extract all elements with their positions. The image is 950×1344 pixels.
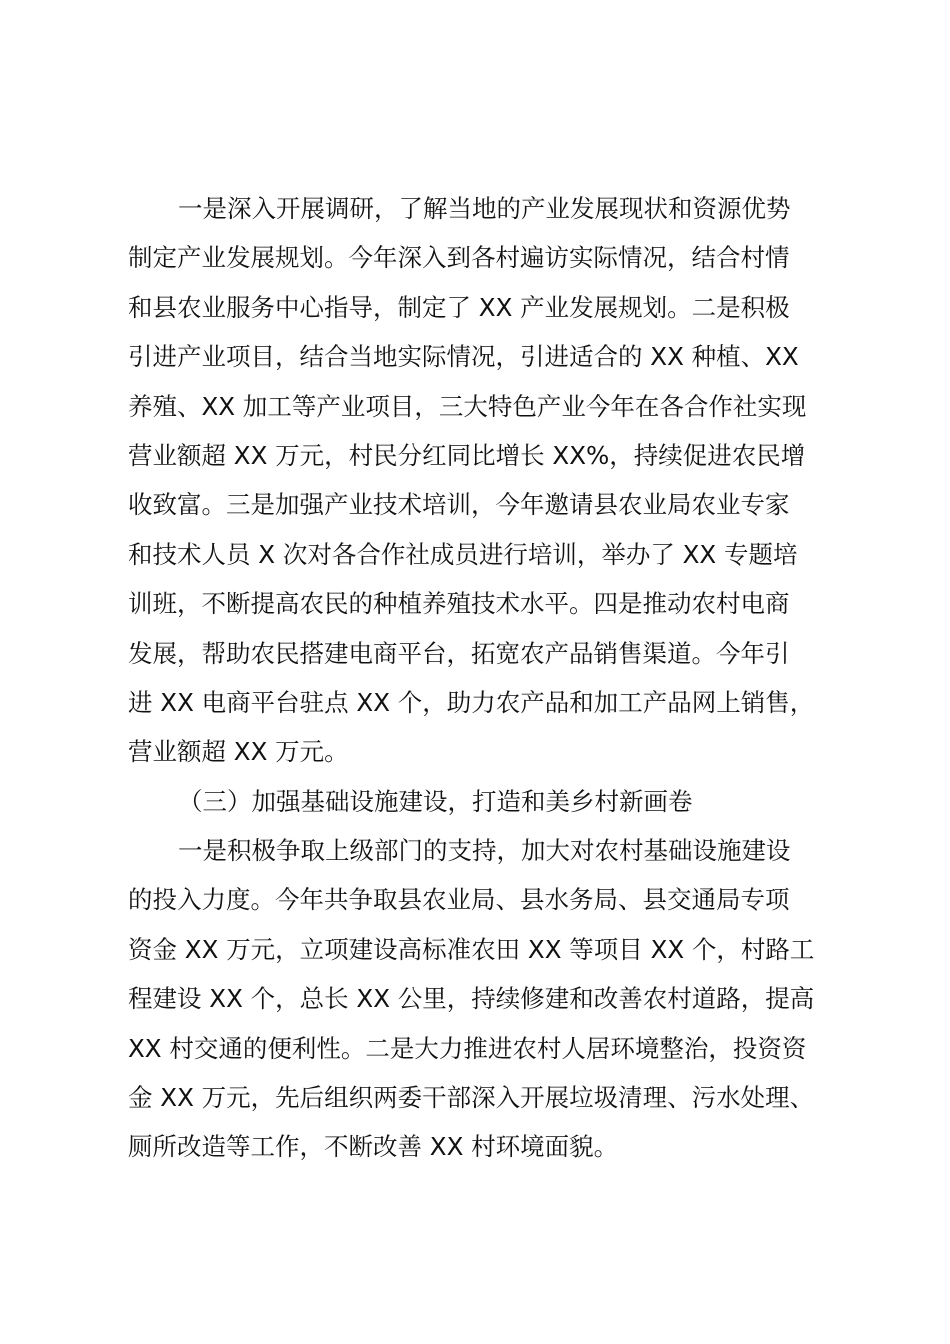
text-line: 训班，不断提高农民的种植养殖技术水平。四是推动农村电商 [128,589,790,619]
text-line: 制定产业发展规划。今年深入到各村遍访实际情况，结合村情 [128,243,790,273]
text-line: 收致富。三是加强产业技术培训，今年邀请县农业局农业专家 [128,490,790,520]
text-line: 和技术人员 X 次对各合作社成员进行培训，举办了 XX 专题培 [128,539,798,569]
text-line: 进 XX 电商平台驻点 XX 个，助力农产品和加工产品网上销售， [128,687,815,717]
text-line: 营业额超 XX 万元，村民分红同比增长 XX%，持续促进农民增 [128,440,806,470]
text-line: 养殖、XX 加工等产业项目，三大特色产业今年在各合作社实现 [128,391,807,421]
text-line: （三）加强基础设施建设，打造和美乡村新画卷 [178,786,693,816]
text-line: 程建设 XX 个，总长 XX 公里，持续修建和改善农村道路，提高 [128,984,815,1014]
text-line: 引进产业项目，结合当地实际情况，引进适合的 XX 种植、XX [128,342,799,372]
text-line: 厕所改造等工作，不断改善 XX 村环境面貌。 [128,1132,619,1162]
text-line: 的投入力度。今年共争取县农业局、县水务局、县交通局专项 [128,885,790,915]
text-line: 营业额超 XX 万元。 [128,737,349,767]
text-line: 发展，帮助农民搭建电商平台，拓宽农产品销售渠道。今年引 [128,638,790,668]
text-line: XX 村交通的便利性。二是大力推进农村人居环境整治，投资资 [128,1033,807,1063]
text-line: 金 XX 万元，先后组织两委干部深入开展垃圾清理、污水处理、 [128,1083,815,1113]
text-line: 和县农业服务中心指导，制定了 XX 产业发展规划。二是积极 [128,292,790,322]
text-line: 资金 XX 万元，立项建设高标准农田 XX 等项目 XX 个，村路工 [128,934,815,964]
text-line: 一是积极争取上级部门的支持，加大对农村基础设施建设 [178,836,791,866]
document-body [128,184,836,1172]
text-line: 一是深入开展调研，了解当地的产业发展现状和资源优势 [178,194,791,223]
